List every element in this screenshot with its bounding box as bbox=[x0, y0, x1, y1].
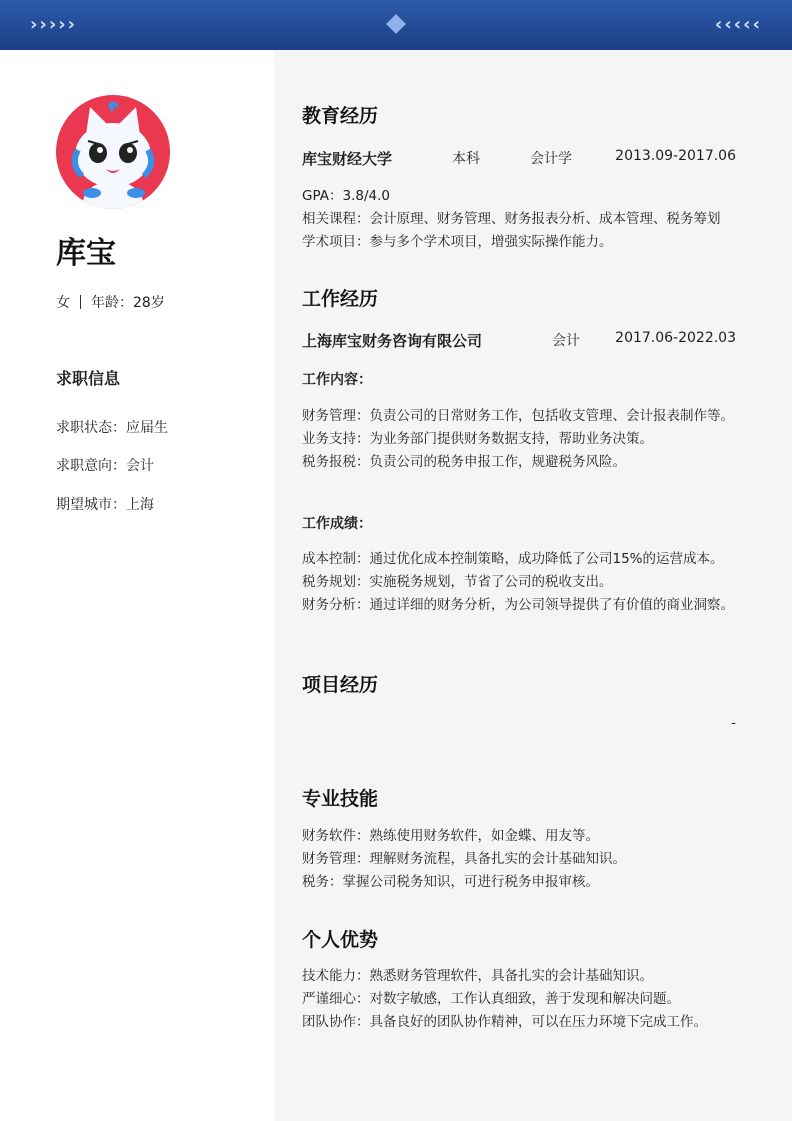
age-text: 年龄：28岁 bbox=[91, 295, 165, 311]
strengths-title: 个人优势 bbox=[302, 929, 379, 951]
skills-list bbox=[302, 825, 736, 894]
job-position: 求职意向：会计 bbox=[56, 458, 154, 474]
cat-mascot-icon bbox=[56, 95, 170, 209]
sidebar bbox=[0, 50, 274, 1121]
work-content-line: 业务支持：为业务部门提供财务数据支持，帮助业务决策。 bbox=[302, 431, 653, 447]
skill-line: 财务软件：熟练使用财务软件，如金蝶、用友等。 bbox=[302, 828, 599, 844]
degree: 本科 bbox=[452, 151, 480, 167]
skill-line: 税务：掌握公司税务知识，可进行税务申报审核。 bbox=[302, 874, 599, 890]
education-line: GPA：3.8/4.0 bbox=[302, 188, 390, 204]
strengths-list bbox=[302, 965, 736, 1034]
avatar bbox=[56, 95, 170, 209]
work-content-title: 工作内容： bbox=[302, 372, 372, 388]
chevron-right-icon: ››››› bbox=[30, 14, 78, 35]
job-status: 求职状态：应届生 bbox=[56, 420, 168, 436]
divider bbox=[80, 295, 81, 309]
work-title: 工作经历 bbox=[302, 288, 379, 310]
diamond-icon bbox=[386, 14, 406, 34]
work-result-line: 财务分析：通过详细的财务分析，为公司领导提供了有价值的商业洞察。 bbox=[302, 597, 734, 613]
basic-info bbox=[56, 292, 165, 312]
education-period: 2013.09-2017.06 bbox=[615, 148, 736, 164]
work-content-line: 财务管理：负责公司的日常财务工作，包括收支管理、会计报表制作等。 bbox=[302, 408, 734, 424]
job-city: 期望城市：上海 bbox=[56, 497, 154, 513]
project-title: 项目经历 bbox=[302, 674, 379, 696]
work-results-title: 工作成绩： bbox=[302, 516, 372, 532]
work-result-line: 成本控制：通过优化成本控制策略，成功降低了公司15%的运营成本。 bbox=[302, 551, 724, 567]
job-intent-title: 求职信息 bbox=[56, 369, 121, 388]
education-details bbox=[302, 185, 736, 254]
gender-text: 女 bbox=[56, 295, 70, 311]
work-content-line: 税务报税：负责公司的税务申报工作，规避税务风险。 bbox=[302, 454, 626, 470]
work-results bbox=[302, 548, 736, 617]
education-title: 教育经历 bbox=[302, 105, 379, 127]
strength-line: 技术能力：熟悉财务管理软件，具备扎实的会计基础知识。 bbox=[302, 968, 653, 984]
work-content bbox=[302, 405, 736, 474]
work-period: 2017.06-2022.03 bbox=[615, 330, 736, 346]
company-name: 上海库宝财务咨询有限公司 bbox=[302, 332, 483, 350]
skill-line: 财务管理：理解财务流程，具备扎实的会计基础知识。 bbox=[302, 851, 626, 867]
major: 会计学 bbox=[530, 151, 572, 167]
strength-line: 严谨细心：对数字敏感，工作认真细致，善于发现和解决问题。 bbox=[302, 991, 680, 1007]
work-role: 会计 bbox=[552, 333, 580, 349]
education-line: 相关课程：会计原理、财务管理、财务报表分析、成本管理、税务筹划 bbox=[302, 211, 721, 227]
education-line: 学术项目：参与多个学术项目，增强实际操作能力。 bbox=[302, 234, 613, 250]
skills-title: 专业技能 bbox=[302, 788, 379, 810]
work-result-line: 税务规划：实施税务规划，节省了公司的税收支出。 bbox=[302, 574, 613, 590]
project-period: - bbox=[731, 716, 736, 731]
header-bar bbox=[0, 0, 792, 50]
strength-line: 团队协作：具备良好的团队协作精神，可以在压力环境下完成工作。 bbox=[302, 1014, 707, 1030]
chevron-left-icon: ‹‹‹‹‹ bbox=[714, 14, 762, 35]
school-name: 库宝财经大学 bbox=[302, 150, 393, 168]
candidate-name: 库宝 bbox=[56, 236, 116, 271]
